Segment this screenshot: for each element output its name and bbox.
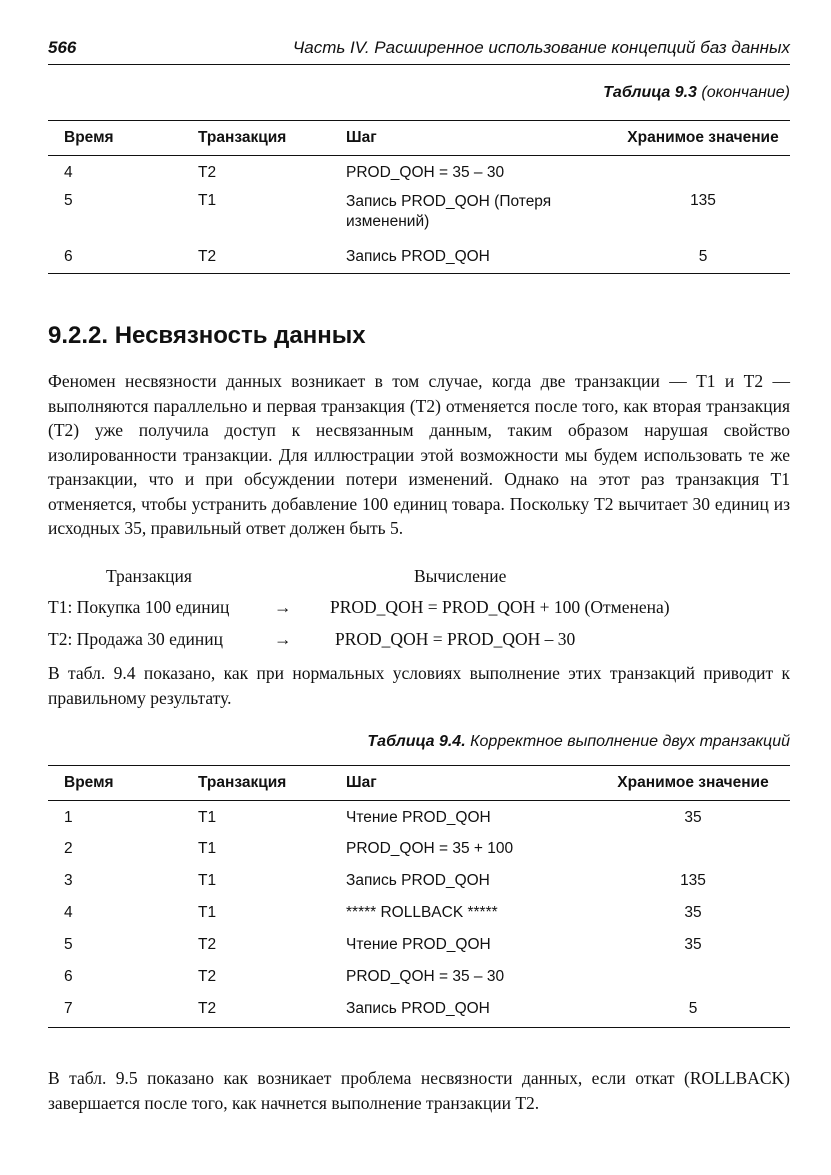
cell-transaction: T1 bbox=[198, 191, 217, 209]
section-title: 9.2.2. Несвязность данных bbox=[48, 322, 366, 349]
calc-row-formula: PROD_QOH = PROD_QOH + 100 (Отменена) bbox=[330, 597, 670, 617]
calc-row-transaction: T2: Продажа 30 единиц bbox=[48, 629, 223, 649]
column-header-step: Шаг bbox=[346, 766, 596, 801]
arrow-icon: → bbox=[274, 629, 292, 649]
table-row bbox=[48, 801, 790, 834]
table-9-3-caption-label: Таблица 9.3 bbox=[603, 84, 697, 101]
cell-transaction: T2 bbox=[198, 967, 217, 985]
column-header-transaction: Транзакция bbox=[198, 766, 346, 801]
page-number: 566 bbox=[48, 38, 77, 57]
table-header-row bbox=[48, 766, 790, 801]
cell-stored-value: 5 bbox=[596, 994, 790, 1028]
cell-step: Чтение PROD_QOH bbox=[346, 809, 491, 826]
table-row bbox=[48, 930, 790, 962]
calc-header-transaction: Транзакция bbox=[106, 566, 192, 586]
body-paragraph: Феномен несвязности данных возникает в том случае, когда две транзакции — T1 и T2 — выполняются параллельно и первая транзакция (T2) отменяется после того, как вторая транзакция (T2) уже получила доступ к несвязанным данным, таким образом нарушая свойство изолированности транзакции. Для иллюстрации этой возможности мы будем использовать те же транзакции, что и при обсуждении потери изменений. Однако на этот раз транзакция T1 отменяется, чтобы устранить добавление 100 единиц товара. Поскольку T2 вычитает 30 единиц из исходных 35, правильный ответ должен быть 5. bbox=[48, 371, 790, 538]
cell-step: PROD_QOH = 35 – 30 bbox=[346, 164, 505, 181]
table-row bbox=[48, 188, 790, 246]
cell-step: ***** ROLLBACK ***** bbox=[346, 903, 498, 921]
cell-transaction: T1 bbox=[198, 839, 217, 857]
calc-row-formula: PROD_QOH = PROD_QOH – 30 bbox=[335, 629, 576, 649]
table-9-3-caption-text: (окончание) bbox=[701, 84, 790, 101]
running-head: Часть IV. Расширенное использование концепций баз данных bbox=[292, 38, 790, 57]
table-header-row bbox=[48, 121, 790, 156]
column-header-stored-value: Хранимое значение bbox=[596, 766, 790, 801]
cell-time: 5 bbox=[64, 191, 73, 209]
arrow-icon: → bbox=[274, 597, 292, 617]
table-9-3-caption bbox=[603, 84, 790, 102]
table-9-4-caption-label: Таблица 9.4. bbox=[367, 733, 466, 750]
column-header-time: Время bbox=[48, 121, 198, 156]
table-9-4-caption bbox=[367, 733, 790, 751]
table-row bbox=[48, 994, 790, 1028]
cell-transaction: T2 bbox=[198, 994, 346, 1028]
cell-step: Запись PROD_QOH (Потеря изменений) bbox=[346, 192, 552, 230]
cell-stored-value: 35 bbox=[684, 935, 702, 953]
table-9-4 bbox=[48, 765, 790, 1028]
cell-stored-value: 5 bbox=[616, 246, 790, 274]
cell-stored-value bbox=[596, 962, 790, 994]
column-header-stored-value: Хранимое значение bbox=[616, 121, 790, 156]
calc-row-transaction: T1: Покупка 100 единиц bbox=[48, 597, 230, 617]
cell-step: PROD_QOH = 35 – 30 bbox=[346, 967, 505, 985]
table-row bbox=[48, 866, 790, 898]
cell-step: PROD_QOH = 35 + 100 bbox=[346, 839, 514, 857]
table-9-3 bbox=[48, 120, 790, 274]
cell-transaction: T1 bbox=[198, 903, 217, 921]
cell-time: 4 bbox=[64, 164, 73, 181]
cell-stored-value bbox=[596, 834, 790, 866]
cell-time: 4 bbox=[64, 903, 73, 921]
table-row bbox=[48, 962, 790, 994]
cell-step: Запись PROD_QOH bbox=[346, 871, 490, 889]
cell-stored-value: 135 bbox=[680, 871, 706, 889]
cell-step: Запись PROD_QOH bbox=[346, 994, 596, 1028]
cell-time: 5 bbox=[64, 935, 73, 953]
cell-transaction: T2 bbox=[198, 246, 346, 274]
cell-step: Запись PROD_QOH bbox=[346, 246, 616, 274]
cell-time: 1 bbox=[64, 809, 73, 826]
page-header bbox=[48, 38, 790, 64]
calc-header-calculation: Вычисление bbox=[414, 566, 507, 586]
table-row bbox=[48, 246, 790, 274]
cell-time: 7 bbox=[48, 994, 198, 1028]
calculation-block bbox=[48, 566, 790, 656]
cell-time: 6 bbox=[48, 246, 198, 274]
cell-transaction: T2 bbox=[198, 164, 217, 181]
cell-time: 6 bbox=[64, 967, 73, 985]
table-row bbox=[48, 156, 790, 188]
body-paragraph: В табл. 9.5 показано как возникает проблема несвязности данных, если откат (ROLLBACK) завершается после того, как начнется выполнение транзакции T2. bbox=[48, 1068, 790, 1113]
cell-stored-value: 35 bbox=[684, 809, 702, 826]
table-row bbox=[48, 898, 790, 930]
body-paragraph: В табл. 9.4 показано, как при нормальных условиях выполнение этих транзакций приводит к правильному результату. bbox=[48, 663, 790, 708]
cell-transaction: T2 bbox=[198, 935, 217, 953]
cell-transaction: T1 bbox=[198, 871, 217, 889]
cell-step: Чтение PROD_QOH bbox=[346, 935, 491, 953]
column-header-transaction: Транзакция bbox=[198, 121, 346, 156]
cell-time: 2 bbox=[64, 839, 73, 857]
table-9-4-caption-text: Корректное выполнение двух транзакций bbox=[470, 733, 790, 750]
cell-stored-value bbox=[616, 156, 790, 188]
header-rule bbox=[48, 64, 790, 65]
cell-stored-value: 35 bbox=[684, 903, 702, 921]
column-header-step: Шаг bbox=[346, 121, 616, 156]
cell-transaction: T1 bbox=[198, 809, 217, 826]
table-row bbox=[48, 834, 790, 866]
cell-time: 3 bbox=[64, 871, 73, 889]
column-header-time: Время bbox=[48, 766, 198, 801]
cell-stored-value: 135 bbox=[690, 191, 716, 209]
